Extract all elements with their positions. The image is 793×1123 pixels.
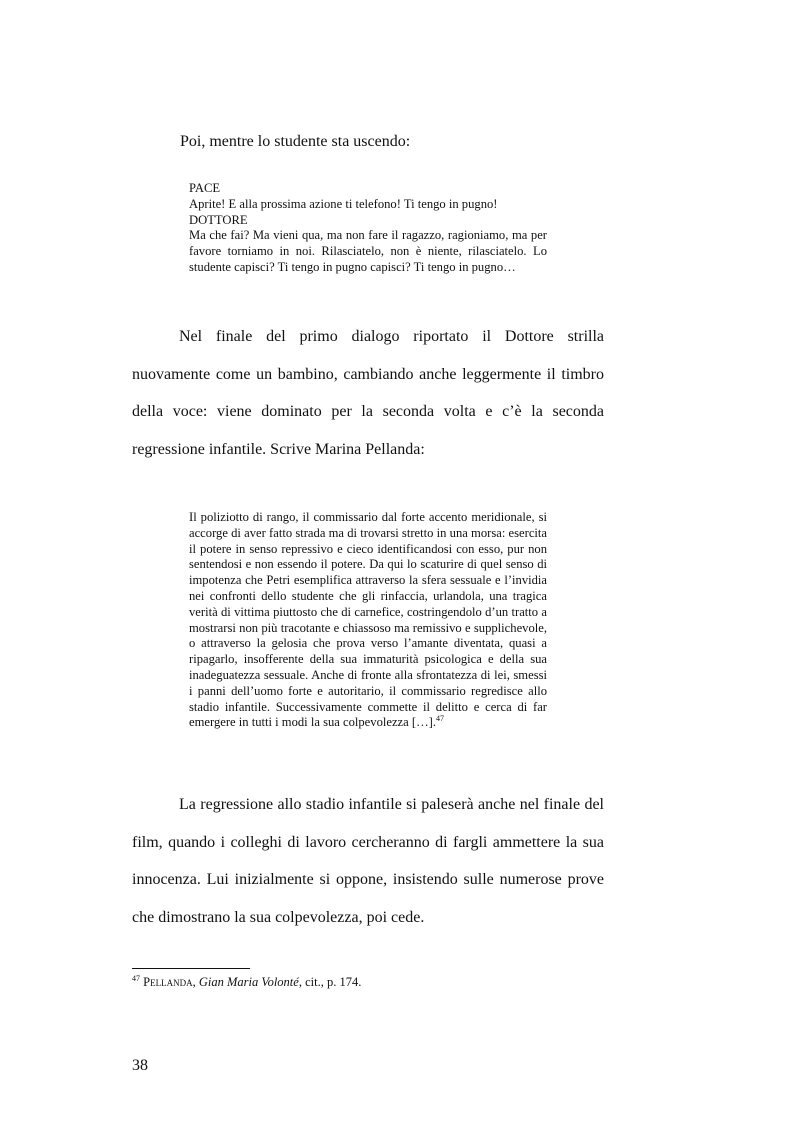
footnote-author: Pellanda [143,975,193,989]
footnote-number: 47 [132,973,140,983]
footnote [132,974,361,990]
body-paragraph-2 [132,786,604,936]
intro-line: Poi, mentre lo studente sta uscendo: [180,133,411,150]
page-number: 38 [132,1057,148,1074]
dialogue-block [189,181,547,276]
footnote-separator-text: , [192,975,199,989]
footnote-reference[interactable]: 47 [436,714,445,724]
block-quote [189,510,547,731]
footnote-separator [132,968,250,969]
block-quote-text: Il poliziotto di rango, il commissario dal forte accento meridionale, si accorge di aver fatto strada ma di trovarsi stretto in una morsa: esercita il potere in senso repressivo e cieco identificandosi con esso, pur non sentendosi e non essendo il potere. Da qui lo scaturire di quel senso di impotenza che Petri esemplifica attraverso la sfera sessuale e l’invidia nei confronti dello studente che gli rinfaccia, urlandola, una tragica verità di vittima piuttosto che di carnefice, costringendolo d’un tratto a mostrarsi non più tracotante e chiassoso ma remissivo e supplichevole, o attraverso la gelosia che prova verso l’amante diventata, quasi a ripagarlo, insofferente della sua immaturità psicologica e della sua inadeguatezza sessuale. Anche di fronte alla sfrontatezza di lei, smessi i panni dell’uomo forte e autoritario, il commissario regredisce allo stadio infantile. Successivamente commette il delitto e cerca di far emergere in tutti i modi la sua colpevolezza […]. [189,510,547,730]
body-paragraph-2-text: La regressione allo stadio infantile si paleserà anche nel finale del film, quando i colleghi di lavoro cercheranno di fargli ammettere la sua innocenza. Lui inizialmente si oppone, insistendo sulle numerose prove che dimostrano la sua colpevolezza, poi cede. [132,796,604,926]
dialogue-speaker-dottore: DOTTORE [189,212,248,227]
footnote-citation: , cit., p. 174. [298,975,362,989]
body-paragraph-1-text: Nel finale del primo dialogo riportato il Dottore strilla nuovamente come un bambino, cambiando anche leggermente il timbro della voce: viene dominato per la seconda volta e c’è la seconda regressione infantile. Scrive Marina Pellanda: [132,328,604,458]
dialogue-speaker-pace: PACE [189,181,221,195]
footnote-title: Gian Maria Volonté [198,975,299,989]
body-paragraph-1 [132,318,604,468]
dialogue-line-dottore: Ma che fai? Ma vieni qua, ma non fare il ragazzo, ragioniamo, ma per favore torniamo in noi. Rilasciatelo, non è niente, rilasciatelo. Lo studente capisci? Ti tengo in pugno capisci? Ti tengo in pugno… [189,228,547,274]
dialogue-line-pace: Aprite! E alla prossima azione ti telefono! Ti tengo in pugno! [189,196,498,211]
